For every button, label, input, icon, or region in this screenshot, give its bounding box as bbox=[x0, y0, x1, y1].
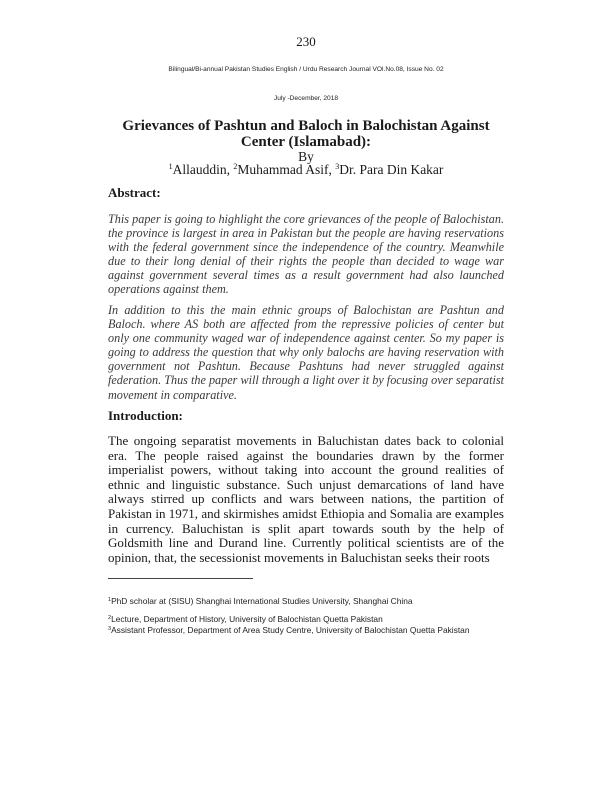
footnote-2-text: Lecture, Department of History, University of Balochistan Quetta Pakistan bbox=[111, 614, 383, 624]
footnote-1 bbox=[108, 596, 508, 607]
by-line: By bbox=[298, 149, 314, 164]
page-number: 230 bbox=[296, 34, 316, 49]
author-3: Dr. Para Din Kakar bbox=[339, 162, 444, 177]
abstract-paragraph-1: This paper is going to highlight the core grievances of the people of Balochistan. the province is largest in area in Pakistan but the people are having reservations with the federal government since the independence of the country. Meanwhile due to their long denial of their rights the people than decided to wage war against government several times as a result government had also launched operations against them. bbox=[108, 212, 504, 297]
footnote-3-mark: 3 bbox=[108, 625, 112, 632]
footnote-1-mark: 1 bbox=[108, 597, 112, 603]
author-1: Allauddin, bbox=[172, 162, 234, 177]
abstract-heading: Abstract: bbox=[108, 185, 161, 200]
author-3-mark: 3 bbox=[335, 162, 340, 171]
footnote-divider bbox=[108, 578, 253, 579]
introduction-heading: Introduction: bbox=[108, 408, 183, 423]
issue-dates: July -December, 2018 bbox=[273, 95, 339, 102]
footnotes-2-3 bbox=[108, 614, 508, 635]
abstract-paragraph-2: In addition to this the main ethnic groups of Balochistan are Pashtun and Baloch. where AS both are affected from the repressive policies of center but only one community waged war of independence against center. So my paper is going to address the question that why only balochs are having reservation with government not Pashtun. Because Pashtuns had never struggled against federation. Thus the paper will through a light over it by focusing over separatist movement in comparative. bbox=[108, 303, 504, 402]
introduction-paragraph: The ongoing separatist movements in Baluchistan dates back to colonial era. The people raised against the boundaries drawn by the former imperialist powers, without taking into account the ground realities of ethnic and linguistic substance. Such unjust demarcations of land have always stirred up conflicts and wars between nations, the partition of Pakistan in 1971, and skirmishes amidst Ethiopia and Somalia are examples in currency. Baluchistan is split apart towards south by the help of Goldsmith line and Durand line. Currently political scientists are of the opinion, that, the secessionist movements in Baluchistan seeks their roots bbox=[108, 433, 504, 565]
footnote-1-text: PhD scholar at (SISU) Shanghai International Studies University, Shanghai China bbox=[111, 596, 413, 606]
authors bbox=[0, 163, 612, 177]
journal-header: Bilingual/Bi-annual Pakistan Studies English / Urdu Research Journal VOl.No.08, Issue No. 02 bbox=[168, 66, 444, 73]
footnote-3 bbox=[108, 625, 508, 636]
author-1-mark: 1 bbox=[168, 162, 173, 171]
article-title: Grievances of Pashtun and Baloch in Balochistan Against Center (Islamabad): bbox=[122, 118, 490, 150]
author-2: Muhammad Asif, bbox=[237, 162, 336, 177]
author-2-mark: 2 bbox=[233, 162, 238, 171]
footnote-2-mark: 2 bbox=[108, 615, 112, 621]
footnote-2 bbox=[108, 614, 508, 625]
footnote-3-text: Assistant Professor, Department of Area Study Centre, University of Balochistan Quetta Pakistan bbox=[111, 624, 470, 635]
